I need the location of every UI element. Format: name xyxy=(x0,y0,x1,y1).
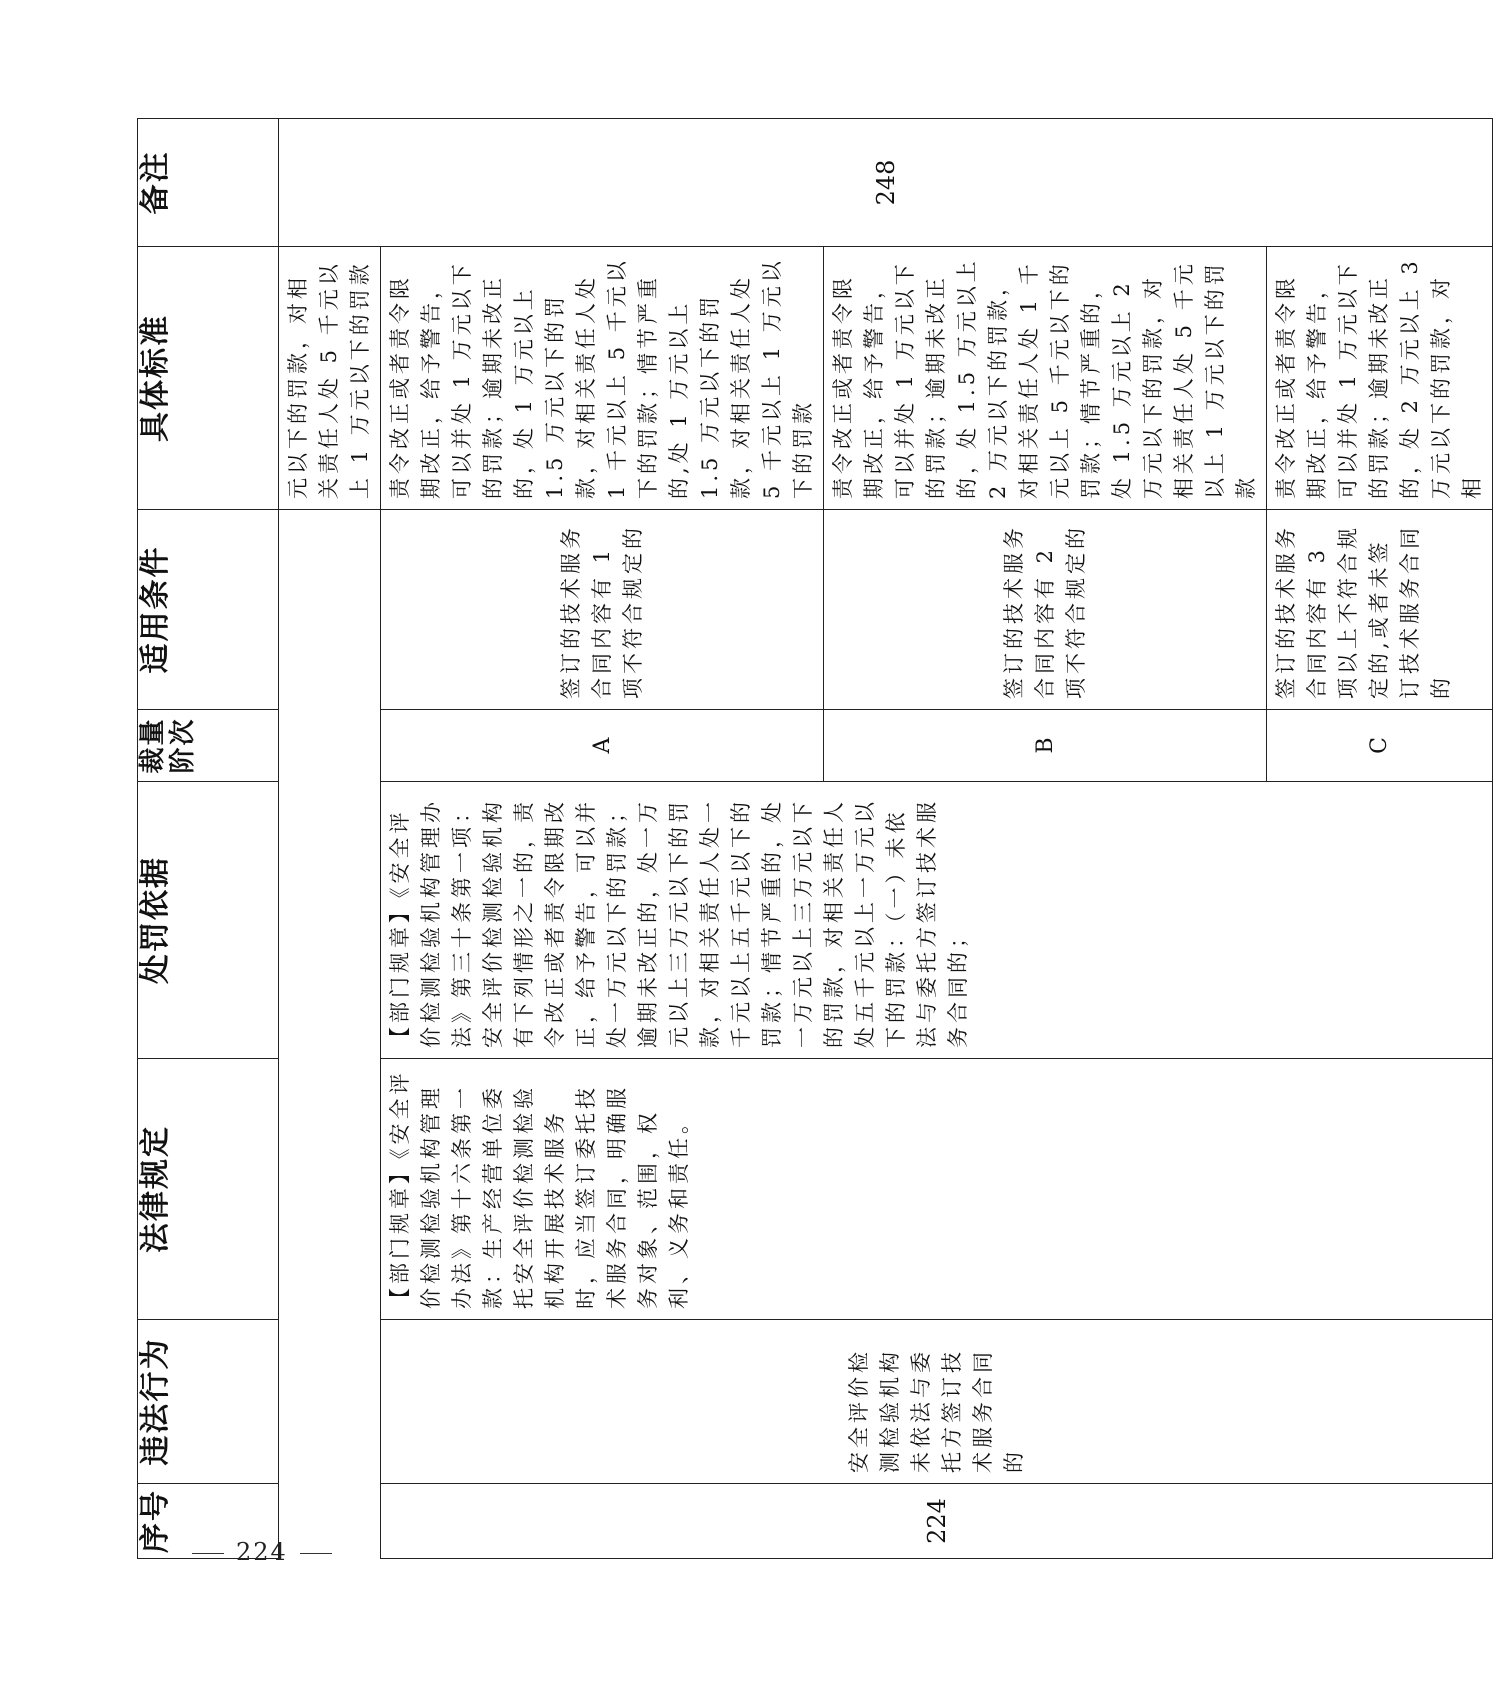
standard-c-cell xyxy=(1267,247,1493,510)
grade-c xyxy=(1267,710,1493,782)
law-cell xyxy=(381,1059,1493,1320)
continuation-blank xyxy=(279,510,381,1559)
continuation-text: 元以下的罚款，对相关责任人处 5 千元以上 1 万元以下的罚款 xyxy=(286,260,372,499)
rotated-page-content xyxy=(137,119,1484,1559)
condition-c-cell xyxy=(1267,510,1493,710)
standard-b-text: 责令改正或者责令限期改正，给予警告，可以并处 1 万元以下的罚款；逾期未改正的，处 1.5 万元以上 2 万元以下的罚款，对相关责任人处 1 千元以上 5 千元以下的罚款；情节严重的，处 1.5 万元以上 2 万元以下的罚款，对相关责任人处 5 千元以上 1 万元以下的罚款 xyxy=(831,257,1258,499)
grade-b xyxy=(824,710,1267,782)
condition-a-text: 签订的技术服务合同内容有 1 项不符合规定的 xyxy=(558,524,645,699)
grade-a-label: A xyxy=(589,737,615,754)
continuation-row xyxy=(279,119,381,1559)
header-condition: 适用条件 xyxy=(138,510,279,710)
remark-cell xyxy=(279,119,1493,247)
seq-cell xyxy=(381,1484,1493,1559)
header-row xyxy=(138,119,279,1559)
penalty-basis-text: 【部门规章】《安全评价检测检验机构管理办法》第三十条第一项：安全评价检测检验机构有下列情形之一的，责令改正或者责令限期改正，给予警告，可以并处一万元以下的罚款；逾期未改正的，处一万元以上三万元以下的罚款，对相关责任人处一千元以上五千元以下的罚款；情节严重的，处一万元以上三万元以下的罚款，对相关责任人处五千元以上一万元以下的罚款：（一）未依法与委托方签订技术服务合同的； xyxy=(388,798,970,1048)
header-penalty-basis: 处罚依据 xyxy=(138,782,279,1059)
standard-a-text: 责令改正或者责令限期改正，给予警告，可以并处 1 万元以下的罚款；逾期未改正的，处 1 万元以上 1.5 万元以下的罚款，对相关责任人处 1 千元以上 5 千元以下的罚款；情节严重的,处 1 万元以上 1.5 万元以下的罚款，对相关责任人处 5 千元以上 1 万元以下的罚款 xyxy=(388,257,815,499)
grade-c-label: C xyxy=(1367,737,1392,754)
penalty-basis-cell xyxy=(381,782,1493,1059)
header-grade: 裁量阶次 xyxy=(138,710,279,782)
continuation-standard xyxy=(279,247,381,510)
violation-text: 安全评价检测检验机构未依法与委托方签订技术服务合同的 xyxy=(846,1348,1026,1473)
header-violation: 违法行为 xyxy=(138,1320,279,1484)
page-number-dash-left xyxy=(192,1553,224,1554)
condition-c-text: 签订的技术服务合同内容有 3 项以上不符合规定的,或者未签订技术服务合同的 xyxy=(1274,524,1453,699)
penalty-standard-table xyxy=(137,118,1493,1559)
standard-b-cell xyxy=(824,247,1267,510)
header-remark: 备注 xyxy=(138,119,279,247)
violation-cell xyxy=(381,1320,1493,1484)
header-standard: 具体标准 xyxy=(138,247,279,510)
remark-value: 248 xyxy=(871,159,900,206)
condition-b-cell xyxy=(824,510,1267,710)
standard-a-cell xyxy=(381,247,824,510)
page-number xyxy=(180,1538,344,1566)
page-number-dash-right xyxy=(300,1553,332,1554)
grade-row-a xyxy=(381,119,824,1559)
page-number-value: 224 xyxy=(236,1538,288,1566)
grade-a xyxy=(381,710,824,782)
condition-b-text: 签订的技术服务合同内容有 2 项不符合规定的 xyxy=(1001,524,1088,699)
header-seq: 序号 xyxy=(138,1484,279,1559)
law-text: 【部门规章】《安全评价检测检验机构管理办法》第十六条第一款：生产经营单位委托安全评价检测检验机构开展技术服务时，应当签订委托技术服务合同，明确服务对象、范围，权利、义务和责任。 xyxy=(388,1069,691,1309)
header-law: 法律规定 xyxy=(138,1059,279,1320)
standard-c-text: 责令改正或者责令限期改正，给予警告，可以并处 1 万元以下的罚款；逾期未改正的，处 2 万元以上 3 万元以下的罚款，对相 xyxy=(1274,257,1484,499)
grade-b-label: B xyxy=(1032,737,1058,754)
condition-a-cell xyxy=(381,510,824,710)
seq-value: 224 xyxy=(922,1498,951,1544)
